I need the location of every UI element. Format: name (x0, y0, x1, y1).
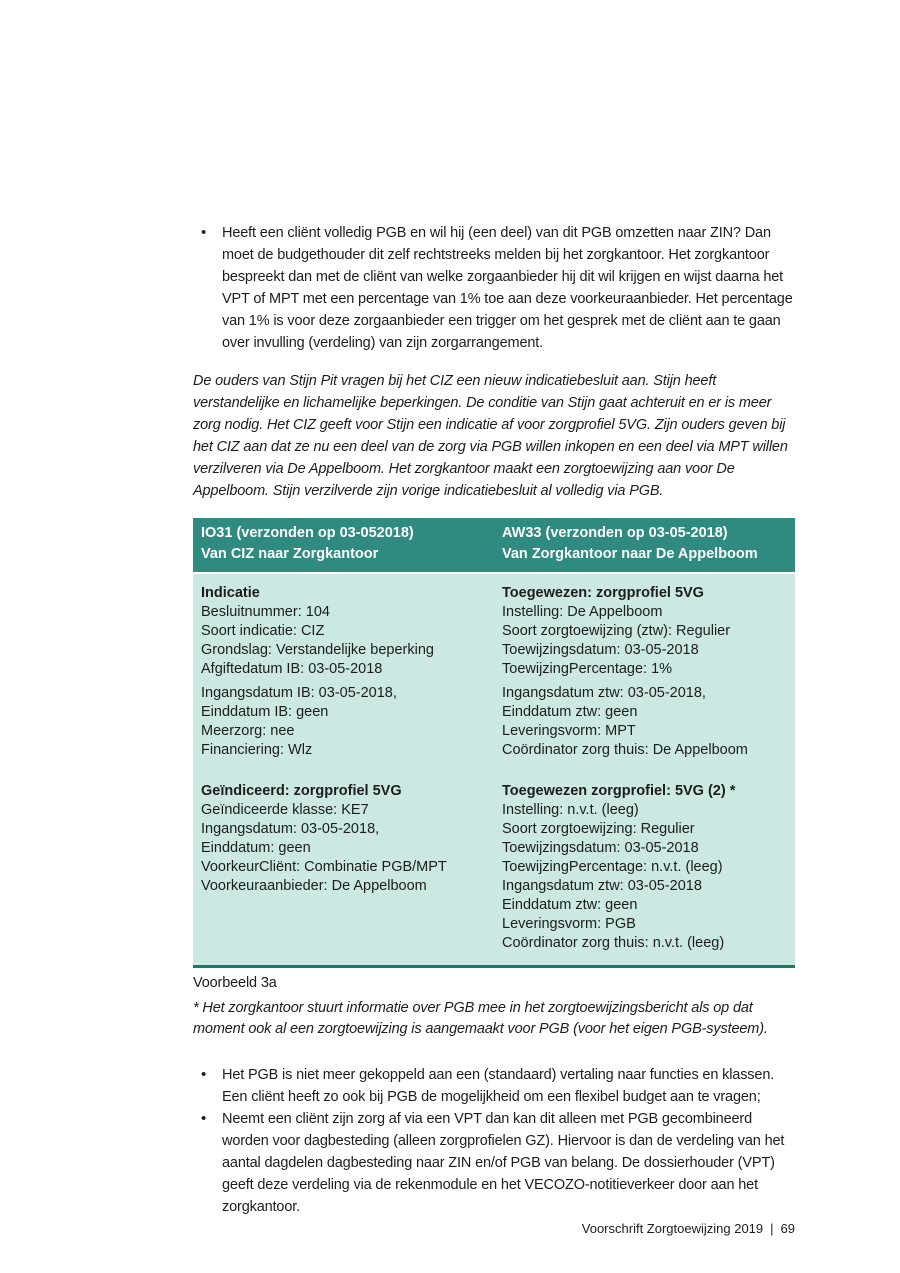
cell-title: Geïndiceerd: zorgprofiel 5VG (201, 783, 402, 799)
case-study-paragraph: De ouders van Stijn Pit vragen bij het CIZ een nieuw indicatiebesluit aan. Stijn heeft verstandelijke en lichamelijke beperkingen. De conditie van Stijn gaat achteruit en er is meer zorg nodig. Het CIZ geeft voor Stijn een indicatie af voor zorgprofiel 5VG. Zijn ouders geven bij het CIZ aan dat ze nu een deel van de zorg via PGB willen inkopen en een deel via MPT willen verzilveren via De Appelboom. Het zorgkantoor maakt een zorgtoewijzing aan voor De Appelboom. Stijn verzilverde zijn vorige indicatiebesluit al volledig via PGB. (193, 373, 788, 499)
cell-line: Ingangsdatum ztw: 03-05-2018 (502, 878, 702, 894)
table-cell-indicatie (193, 584, 494, 760)
cell-line: Financiering: Wlz (201, 742, 313, 758)
cell-line: Coördinator zorg thuis: De Appelboom (502, 742, 748, 758)
cell-line: Einddatum IB: geen (201, 704, 329, 720)
header-line-message-id: AW33 (verzonden op 03-05-2018) (502, 525, 728, 541)
cell-line: Soort indicatie: CIZ (201, 623, 325, 639)
cell-line: Coördinator zorg thuis: n.v.t. (leeg) (502, 935, 725, 951)
cell-line: Besluitnummer: 104 (201, 604, 330, 620)
bullet-item (193, 222, 795, 354)
bullet-text: Neemt een cliënt zijn zorg af via een VPT dan kan dit alleen met PGB gecombineerd worden voor dagbesteding (alleen zorgprofielen GZ). Hiervoor is dan de verdeling van het aantal dagdelen dagbesteding naar ZIN en/of PGB van belang. De dossierhouder (VPT) geeft deze verdeling via de rekenmodule en het VECOZO-notitieverkeer door aan het zorgkantoor. (222, 1111, 785, 1215)
intro-bullet-list (193, 222, 795, 354)
cell-line: Soort zorgtoewijzing (ztw): Regulier (502, 623, 731, 639)
cell-line: Einddatum ztw: geen (502, 704, 638, 720)
table-cell-toegewezen-2 (494, 782, 795, 953)
bullet-text: Het PGB is niet meer gekoppeld aan een (standaard) vertaling naar functies en klassen. Een cliënt heeft zo ook bij PGB de mogelijkheid om een flexibel budget aan te vragen; (222, 1067, 775, 1105)
header-line-route: Van CIZ naar Zorgkantoor (201, 546, 379, 562)
table-header-cell-aw33 (494, 523, 795, 565)
cell-line: Ingangsdatum: 03-05-2018, (201, 821, 380, 837)
cell-line: Voorkeuraanbieder: De Appelboom (201, 878, 427, 894)
table-footnote: * Het zorgkantoor stuurt informatie over PGB mee in het zorgtoewijzingsbericht als op dat moment ook al een zorgtoewijzing is aangemaakt voor PGB (voor het eigen PGB-systeem). (193, 1000, 768, 1037)
cell-line: ToewijzingPercentage: n.v.t. (leeg) (502, 859, 723, 875)
cell-line: Grondslag: Verstandelijke beperking (201, 642, 434, 658)
page-footer (582, 1221, 795, 1237)
bullet-item (193, 1064, 795, 1108)
cell-line: Afgiftedatum IB: 03-05-2018 (201, 661, 383, 677)
footer-document-title: Voorschrift Zorgtoewijzing 2019 (581, 1221, 764, 1236)
cell-line: ToewijzingPercentage: 1% (502, 661, 673, 677)
table-cell-toegewezen-1 (494, 584, 795, 760)
page-content (193, 222, 795, 1218)
cell-line: Toewijzingsdatum: 03-05-2018 (502, 840, 699, 856)
cell-line: Meerzorg: nee (201, 723, 295, 739)
table-cell-geindiceerd (193, 782, 494, 953)
bullet-item (193, 1108, 795, 1218)
cell-line: Leveringsvorm: PGB (502, 916, 636, 932)
cell-title: Indicatie (201, 585, 260, 601)
cell-line: Ingangsdatum ztw: 03-05-2018, (502, 685, 706, 701)
cell-line: Leveringsvorm: MPT (502, 723, 636, 739)
cell-line: Instelling: n.v.t. (leeg) (502, 802, 639, 818)
cell-line: Einddatum ztw: geen (502, 897, 638, 913)
cell-line: Soort zorgtoewijzing: Regulier (502, 821, 695, 837)
table-body (193, 574, 795, 968)
footer-separator: | (770, 1221, 774, 1236)
cell-line: Geïndiceerde klasse: KE7 (201, 802, 369, 818)
footer-page-number: 69 (780, 1221, 795, 1236)
message-table (193, 518, 795, 968)
cell-title: Toegewezen zorgprofiel: 5VG (2) * (502, 783, 736, 799)
table-caption: Voorbeeld 3a (193, 975, 277, 991)
cell-title: Toegewezen: zorgprofiel 5VG (502, 585, 704, 601)
table-header-row (193, 518, 795, 572)
bullet-text: Heeft een cliënt volledig PGB en wil hij (een deel) van dit PGB omzetten naar ZIN? Dan moet de budgethouder dit zelf rechtstreeks melden bij het zorgkantoor. Het zorgkantoor bespreekt dan met de cliënt van welke zorgaanbieder hij dit wil krijgen en wijst daarna het VPT of MPT met een percentage van 1% toe aan deze voorkeuraanbieder. Het percentage van 1% is voor deze zorgaanbieder een trigger om het gesprek met de cliënt aan te gaan over invulling (verdeling) van zijn zorgarrangement. (222, 225, 793, 351)
cell-line: Toewijzingsdatum: 03-05-2018 (502, 642, 699, 658)
outro-bullet-list (193, 1064, 795, 1218)
cell-line: Ingangsdatum IB: 03-05-2018, (201, 685, 397, 701)
cell-line: Einddatum: geen (201, 840, 311, 856)
table-header-cell-io31 (193, 523, 494, 565)
cell-line: VoorkeurCliënt: Combinatie PGB/MPT (201, 859, 447, 875)
header-line-route: Van Zorgkantoor naar De Appelboom (502, 546, 758, 562)
header-line-message-id: IO31 (verzonden op 03-052018) (201, 525, 414, 541)
cell-line: Instelling: De Appelboom (502, 604, 663, 620)
